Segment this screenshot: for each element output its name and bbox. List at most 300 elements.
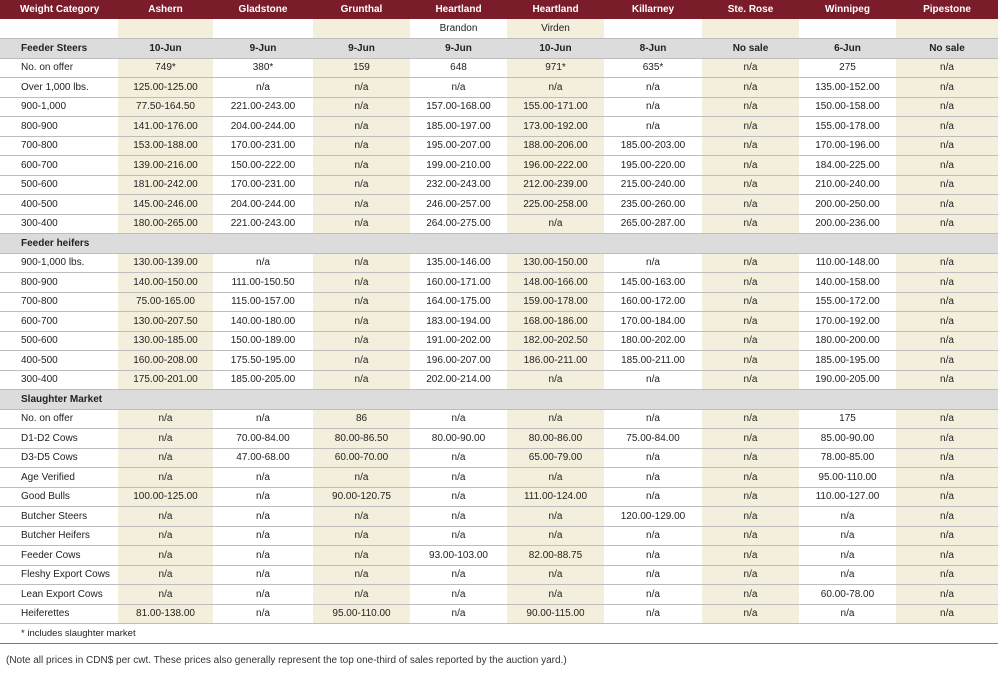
price-cell: 125.00-125.00 [118, 78, 213, 98]
price-cell: n/a [118, 546, 213, 566]
table-row [0, 156, 998, 176]
column-sublabel [702, 19, 799, 39]
price-cell: n/a [702, 58, 799, 78]
price-cell: n/a [313, 507, 410, 527]
price-cell: n/a [507, 370, 604, 390]
table-row [0, 409, 998, 429]
price-cell: n/a [118, 448, 213, 468]
price-cell: n/a [313, 526, 410, 546]
price-cell: 155.00-172.00 [799, 292, 896, 312]
sale-date [118, 234, 213, 254]
price-cell: 175 [799, 409, 896, 429]
row-label: D3-D5 Cows [0, 448, 118, 468]
price-cell: 140.00-150.00 [118, 273, 213, 293]
price-cell: n/a [313, 565, 410, 585]
price-cell: n/a [896, 429, 998, 449]
price-cell: n/a [896, 448, 998, 468]
price-cell: 140.00-180.00 [213, 312, 313, 332]
price-cell: 130.00-139.00 [118, 253, 213, 273]
sale-date [507, 390, 604, 410]
price-cell: n/a [799, 507, 896, 527]
row-label: 500-600 [0, 175, 118, 195]
price-cell: 160.00-171.00 [410, 273, 507, 293]
price-cell: 164.00-175.00 [410, 292, 507, 312]
price-cell: n/a [313, 136, 410, 156]
price-cell: 139.00-216.00 [118, 156, 213, 176]
section-title: Feeder Steers [0, 39, 118, 59]
table-row [0, 117, 998, 137]
sale-date [313, 234, 410, 254]
price-cell: 648 [410, 58, 507, 78]
table-row [0, 526, 998, 546]
price-cell: n/a [799, 604, 896, 624]
price-cell: 204.00-244.00 [213, 117, 313, 137]
row-label: Age Verified [0, 468, 118, 488]
price-cell: 264.00-275.00 [410, 214, 507, 234]
sale-date [702, 234, 799, 254]
price-cell: n/a [702, 175, 799, 195]
sale-date [896, 390, 998, 410]
price-cell: 180.00-265.00 [118, 214, 213, 234]
price-cell: n/a [313, 370, 410, 390]
price-cell: 85.00-90.00 [799, 429, 896, 449]
section-row [0, 39, 998, 59]
price-cell: 199.00-210.00 [410, 156, 507, 176]
price-cell: 93.00-103.00 [410, 546, 507, 566]
price-cell: 221.00-243.00 [213, 214, 313, 234]
table-row [0, 448, 998, 468]
row-label: Good Bulls [0, 487, 118, 507]
price-cell: 90.00-115.00 [507, 604, 604, 624]
price-cell: 47.00-68.00 [213, 448, 313, 468]
price-cell: n/a [702, 468, 799, 488]
sale-date: 9-Jun [213, 39, 313, 59]
row-label: D1-D2 Cows [0, 429, 118, 449]
price-cell: n/a [213, 468, 313, 488]
column-sublabel: Brandon [410, 19, 507, 39]
table-row [0, 136, 998, 156]
price-cell: n/a [896, 331, 998, 351]
price-cell: n/a [896, 214, 998, 234]
price-cell: n/a [896, 292, 998, 312]
sale-date: 10-Jun [507, 39, 604, 59]
price-cell: 130.00-185.00 [118, 331, 213, 351]
price-cell: n/a [213, 507, 313, 527]
sale-date [896, 234, 998, 254]
column-sublabel [213, 19, 313, 39]
price-cell: 95.00-110.00 [799, 468, 896, 488]
price-cell: 749* [118, 58, 213, 78]
price-cell: 210.00-240.00 [799, 175, 896, 195]
price-cell: n/a [604, 370, 702, 390]
row-label: 700-800 [0, 292, 118, 312]
price-cell: n/a [313, 312, 410, 332]
price-cell: n/a [507, 409, 604, 429]
price-cell: 184.00-225.00 [799, 156, 896, 176]
table-row [0, 351, 998, 371]
row-label: Fleshy Export Cows [0, 565, 118, 585]
row-label: Butcher Steers [0, 507, 118, 527]
sale-date [313, 390, 410, 410]
price-cell: n/a [702, 97, 799, 117]
price-cell: n/a [313, 195, 410, 215]
price-cell: n/a [507, 585, 604, 605]
table-row [0, 507, 998, 527]
price-cell: 95.00-110.00 [313, 604, 410, 624]
price-cell: n/a [702, 565, 799, 585]
price-cell: 202.00-214.00 [410, 370, 507, 390]
table-row [0, 370, 998, 390]
sale-date [604, 234, 702, 254]
row-label: No. on offer [0, 409, 118, 429]
price-cell: n/a [896, 351, 998, 371]
price-cell: n/a [702, 585, 799, 605]
price-cell: n/a [313, 117, 410, 137]
price-cell: 82.00-88.75 [507, 546, 604, 566]
price-cell: 155.00-171.00 [507, 97, 604, 117]
price-cell: n/a [896, 565, 998, 585]
price-cell: 115.00-157.00 [213, 292, 313, 312]
price-cell: n/a [702, 429, 799, 449]
price-cell: 235.00-260.00 [604, 195, 702, 215]
table-row [0, 468, 998, 488]
price-cell: 155.00-178.00 [799, 117, 896, 137]
price-cell: n/a [604, 585, 702, 605]
price-cell: n/a [410, 409, 507, 429]
price-cell: n/a [313, 585, 410, 605]
row-label: 700-800 [0, 136, 118, 156]
column-header: Pipestone [896, 0, 998, 19]
price-cell: n/a [799, 565, 896, 585]
table-row [0, 331, 998, 351]
sale-date [507, 234, 604, 254]
price-cell: 204.00-244.00 [213, 195, 313, 215]
price-cell: n/a [507, 507, 604, 527]
price-cell: n/a [213, 253, 313, 273]
price-cell: n/a [410, 507, 507, 527]
row-label: Feeder Cows [0, 546, 118, 566]
sale-date: No sale [896, 39, 998, 59]
price-cell: n/a [896, 546, 998, 566]
price-cell: n/a [118, 585, 213, 605]
column-sublabel [118, 19, 213, 39]
price-cell: n/a [896, 195, 998, 215]
price-cell: 170.00-196.00 [799, 136, 896, 156]
column-sublabel [799, 19, 896, 39]
footnote-row [0, 624, 998, 644]
price-cell: 157.00-168.00 [410, 97, 507, 117]
price-cell: n/a [896, 585, 998, 605]
row-label: 400-500 [0, 195, 118, 215]
price-cell: 246.00-257.00 [410, 195, 507, 215]
price-cell: n/a [313, 156, 410, 176]
price-cell: 100.00-125.00 [118, 487, 213, 507]
column-header: Killarney [604, 0, 702, 19]
price-cell: 80.00-86.00 [507, 429, 604, 449]
table-row [0, 546, 998, 566]
price-cell: 130.00-150.00 [507, 253, 604, 273]
table-row [0, 175, 998, 195]
price-cell: 191.00-202.00 [410, 331, 507, 351]
price-cell: n/a [896, 507, 998, 527]
price-cell: n/a [702, 331, 799, 351]
price-cell: n/a [213, 546, 313, 566]
price-cell: 225.00-258.00 [507, 195, 604, 215]
price-cell: n/a [313, 273, 410, 293]
price-cell: n/a [313, 253, 410, 273]
price-cell: n/a [604, 117, 702, 137]
section-row [0, 234, 998, 254]
price-cell: 215.00-240.00 [604, 175, 702, 195]
price-cell: n/a [702, 448, 799, 468]
price-cell: 120.00-129.00 [604, 507, 702, 527]
table-row [0, 487, 998, 507]
price-cell: n/a [799, 546, 896, 566]
price-cell: 971* [507, 58, 604, 78]
price-cell: n/a [896, 78, 998, 98]
price-cell: n/a [118, 565, 213, 585]
price-cell: n/a [702, 507, 799, 527]
price-cell: 185.00-197.00 [410, 117, 507, 137]
price-cell: 159.00-178.00 [507, 292, 604, 312]
price-cell: n/a [604, 565, 702, 585]
price-cell: 181.00-242.00 [118, 175, 213, 195]
price-cell: 75.00-84.00 [604, 429, 702, 449]
row-label: 600-700 [0, 156, 118, 176]
price-cell: 77.50-164.50 [118, 97, 213, 117]
table-row [0, 604, 998, 624]
price-cell: n/a [702, 312, 799, 332]
price-cell: n/a [213, 585, 313, 605]
price-cell: 175.50-195.00 [213, 351, 313, 371]
price-cell: 160.00-172.00 [604, 292, 702, 312]
price-cell: 65.00-79.00 [507, 448, 604, 468]
column-header: Gladstone [213, 0, 313, 19]
price-cell: 200.00-236.00 [799, 214, 896, 234]
price-cell: n/a [702, 117, 799, 137]
price-cell: 173.00-192.00 [507, 117, 604, 137]
sale-date: 10-Jun [118, 39, 213, 59]
price-cell: n/a [410, 604, 507, 624]
price-cell: 111.00-150.50 [213, 273, 313, 293]
price-cell: n/a [604, 409, 702, 429]
price-cell: 148.00-166.00 [507, 273, 604, 293]
price-cell: 185.00-195.00 [799, 351, 896, 371]
sale-date: 9-Jun [410, 39, 507, 59]
price-cell: n/a [118, 409, 213, 429]
price-cell: 275 [799, 58, 896, 78]
price-cell: n/a [313, 214, 410, 234]
price-cell: n/a [702, 78, 799, 98]
column-header: Grunthal [313, 0, 410, 19]
price-cell: n/a [702, 273, 799, 293]
row-label: Lean Export Cows [0, 585, 118, 605]
price-cell: 185.00-205.00 [213, 370, 313, 390]
sublabel-spacer [0, 19, 118, 39]
price-cell: 140.00-158.00 [799, 273, 896, 293]
price-cell: 175.00-201.00 [118, 370, 213, 390]
sale-date [604, 390, 702, 410]
price-cell: 195.00-207.00 [410, 136, 507, 156]
price-cell: 141.00-176.00 [118, 117, 213, 137]
price-cell: n/a [604, 487, 702, 507]
price-cell: n/a [702, 351, 799, 371]
price-cell: 232.00-243.00 [410, 175, 507, 195]
price-cell: 110.00-127.00 [799, 487, 896, 507]
price-cell: 180.00-202.00 [604, 331, 702, 351]
sublabel-row [0, 19, 998, 39]
price-cell: 153.00-188.00 [118, 136, 213, 156]
price-cell: 635* [604, 58, 702, 78]
price-cell: n/a [896, 273, 998, 293]
row-label: 800-900 [0, 117, 118, 137]
row-label: 500-600 [0, 331, 118, 351]
price-cell: n/a [507, 565, 604, 585]
row-label: Over 1,000 lbs. [0, 78, 118, 98]
price-cell: 170.00-192.00 [799, 312, 896, 332]
price-cell: n/a [410, 526, 507, 546]
price-cell: n/a [896, 370, 998, 390]
price-cell: 182.00-202.50 [507, 331, 604, 351]
price-cell: n/a [213, 78, 313, 98]
price-cell: 80.00-90.00 [410, 429, 507, 449]
price-cell: n/a [313, 351, 410, 371]
sale-date [702, 390, 799, 410]
price-cell: 200.00-250.00 [799, 195, 896, 215]
row-label: 600-700 [0, 312, 118, 332]
price-cell: 180.00-200.00 [799, 331, 896, 351]
column-header: Ste. Rose [702, 0, 799, 19]
price-cell: n/a [702, 292, 799, 312]
column-header: Ashern [118, 0, 213, 19]
price-cell: n/a [896, 175, 998, 195]
price-cell: n/a [507, 78, 604, 98]
sale-date [410, 390, 507, 410]
price-cell: 70.00-84.00 [213, 429, 313, 449]
row-label: 900-1,000 lbs. [0, 253, 118, 273]
price-cell: n/a [118, 507, 213, 527]
price-cell: n/a [702, 487, 799, 507]
price-cell: n/a [410, 565, 507, 585]
price-cell: 81.00-138.00 [118, 604, 213, 624]
column-header: Heartland [507, 0, 604, 19]
table-row [0, 565, 998, 585]
price-cell: n/a [896, 468, 998, 488]
price-cell: 195.00-220.00 [604, 156, 702, 176]
table-row [0, 58, 998, 78]
price-cell: n/a [702, 409, 799, 429]
section-title: Slaughter Market [0, 390, 118, 410]
price-cell: 110.00-148.00 [799, 253, 896, 273]
column-sublabel [313, 19, 410, 39]
sale-date [799, 234, 896, 254]
price-cell: 186.00-211.00 [507, 351, 604, 371]
price-cell: 160.00-208.00 [118, 351, 213, 371]
column-sublabel [896, 19, 998, 39]
price-cell: n/a [896, 253, 998, 273]
price-cell: n/a [410, 585, 507, 605]
price-cell: n/a [896, 156, 998, 176]
price-cell: n/a [118, 468, 213, 488]
price-cell: 190.00-205.00 [799, 370, 896, 390]
price-cell: 212.00-239.00 [507, 175, 604, 195]
sale-date [213, 390, 313, 410]
column-header: Winnipeg [799, 0, 896, 19]
price-cell: n/a [604, 546, 702, 566]
sale-date: 9-Jun [313, 39, 410, 59]
sale-date [118, 390, 213, 410]
table-row [0, 292, 998, 312]
price-cell: 188.00-206.00 [507, 136, 604, 156]
header-row [0, 0, 998, 19]
price-cell: n/a [313, 468, 410, 488]
price-cell: n/a [118, 429, 213, 449]
price-cell: 196.00-222.00 [507, 156, 604, 176]
row-label: 900-1,000 [0, 97, 118, 117]
price-cell: n/a [604, 97, 702, 117]
price-cell: n/a [799, 526, 896, 546]
price-cell: 183.00-194.00 [410, 312, 507, 332]
price-cell: n/a [213, 604, 313, 624]
price-cell: n/a [702, 195, 799, 215]
table-row [0, 273, 998, 293]
price-cell: n/a [213, 565, 313, 585]
price-cell: n/a [702, 253, 799, 273]
price-cell: 185.00-211.00 [604, 351, 702, 371]
price-cell: 60.00-70.00 [313, 448, 410, 468]
price-cell: n/a [313, 78, 410, 98]
price-cell: n/a [410, 78, 507, 98]
price-cell: 150.00-189.00 [213, 331, 313, 351]
price-cell: 170.00-184.00 [604, 312, 702, 332]
price-cell: 159 [313, 58, 410, 78]
price-cell: 380* [213, 58, 313, 78]
column-sublabel: Virden [507, 19, 604, 39]
price-cell: n/a [896, 409, 998, 429]
price-cell: n/a [604, 604, 702, 624]
section-row [0, 390, 998, 410]
price-cell: n/a [896, 97, 998, 117]
price-cell: n/a [702, 156, 799, 176]
price-cell: 170.00-231.00 [213, 175, 313, 195]
price-cell: 150.00-222.00 [213, 156, 313, 176]
table-row [0, 214, 998, 234]
price-cell: 265.00-287.00 [604, 214, 702, 234]
price-cell: 111.00-124.00 [507, 487, 604, 507]
price-cell: 86 [313, 409, 410, 429]
price-cell: n/a [702, 526, 799, 546]
weight-category-header: Weight Category [0, 0, 118, 19]
price-cell: n/a [896, 487, 998, 507]
price-cell: n/a [604, 78, 702, 98]
price-cell: n/a [604, 468, 702, 488]
price-cell: n/a [507, 526, 604, 546]
row-label: Butcher Heifers [0, 526, 118, 546]
sale-date: No sale [702, 39, 799, 59]
price-cell: 80.00-86.50 [313, 429, 410, 449]
price-cell: n/a [702, 604, 799, 624]
price-cell: 221.00-243.00 [213, 97, 313, 117]
price-cell: 185.00-203.00 [604, 136, 702, 156]
price-cell: 168.00-186.00 [507, 312, 604, 332]
row-label: 800-900 [0, 273, 118, 293]
price-cell: n/a [702, 370, 799, 390]
column-sublabel [604, 19, 702, 39]
row-label: 300-400 [0, 214, 118, 234]
table-row [0, 312, 998, 332]
price-cell: n/a [313, 331, 410, 351]
sale-date: 8-Jun [604, 39, 702, 59]
